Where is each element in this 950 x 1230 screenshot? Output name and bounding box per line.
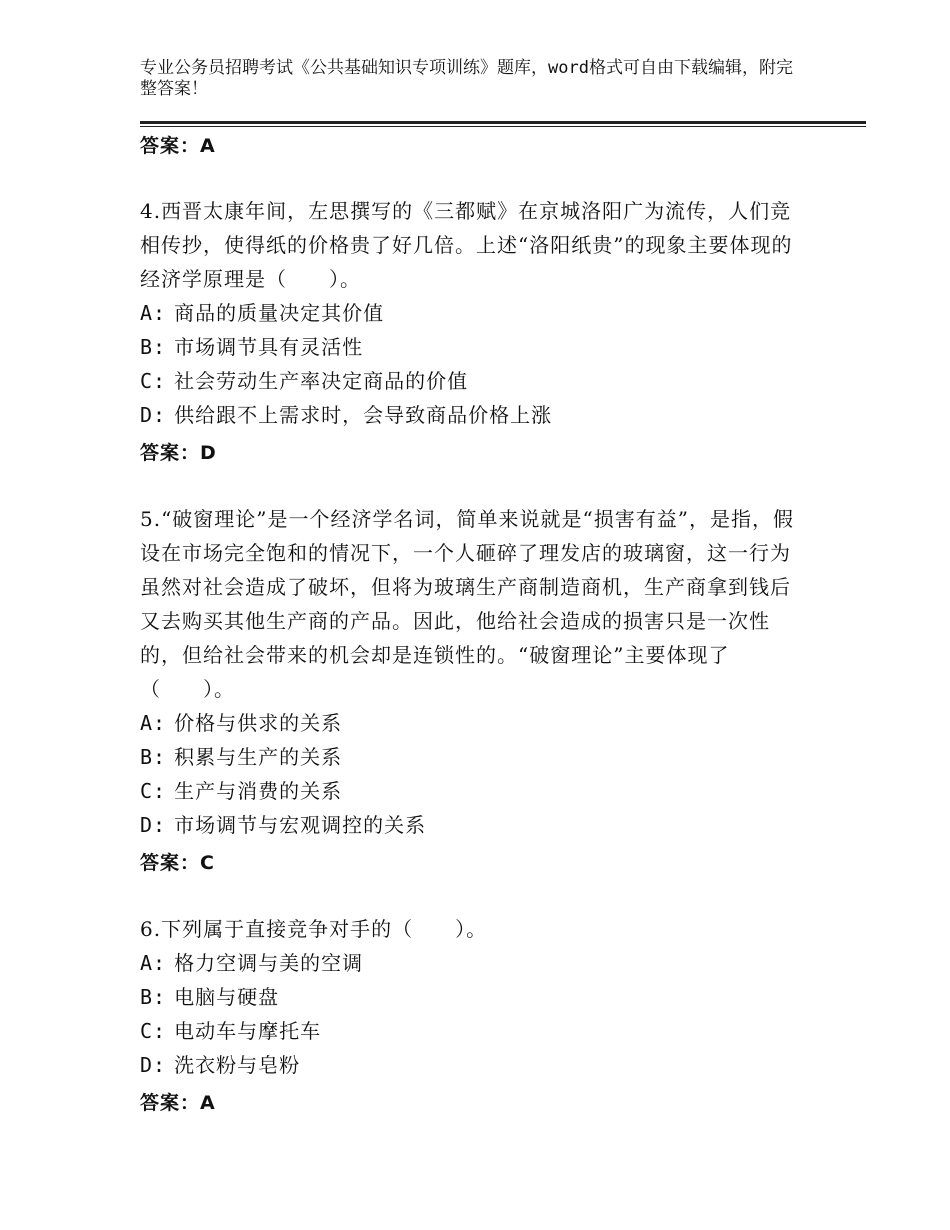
option-letter: A:	[140, 301, 167, 325]
option-a	[140, 706, 800, 740]
option-a	[140, 946, 800, 980]
option-d	[140, 398, 800, 432]
answer-6: 答案：A	[140, 1092, 216, 1114]
option-letter: C:	[140, 779, 167, 803]
question-stem: 4.西晋太康年间，左思撰写的《三都赋》在京城洛阳广为流传，人们竞相传抄，使得纸的价格贵了好几倍。上述“洛阳纸贵”的现象主要体现的经济学原理是（ ）。	[140, 199, 793, 291]
answer-previous: 答案：A	[140, 135, 216, 157]
option-letter: B:	[140, 335, 167, 359]
option-text: 市场调节与宏观调控的关系	[174, 813, 427, 837]
option-text: 积累与生产的关系	[174, 745, 343, 769]
answer-5: 答案：C	[140, 852, 215, 874]
option-text: 格力空调与美的空调	[174, 951, 364, 975]
header-divider-thick	[140, 121, 866, 124]
option-d	[140, 1048, 800, 1082]
option-b	[140, 330, 800, 364]
option-letter: C:	[140, 1019, 167, 1043]
option-d	[140, 808, 800, 842]
option-c	[140, 774, 800, 808]
option-letter: C:	[140, 369, 167, 393]
option-letter: A:	[140, 711, 167, 735]
question-6	[140, 912, 800, 1082]
question-stem: 5.“破窗理论”是一个经济学名词，简单来说就是“损害有益”，是指，假设在市场完全饱和的情况下，一个人砸碎了理发店的玻璃窗，这一行为虽然对社会造成了破坏，但将为玻璃生产商制造商机，生产商拿到钱后又去购买其他生产商的产品。因此，他给社会造成的损害只是一次性的，但给社会带来的机会却是连锁性的。“破窗理论”主要体现了（ ）。	[140, 507, 794, 701]
option-text: 价格与供求的关系	[174, 711, 343, 735]
option-letter: D:	[140, 813, 167, 837]
option-b	[140, 980, 800, 1014]
answer-4: 答案：D	[140, 442, 217, 464]
question-4	[140, 194, 800, 432]
question-stem: 6.下列属于直接竞争对手的（ ）。	[140, 917, 488, 941]
option-letter: A:	[140, 951, 167, 975]
option-c	[140, 1014, 800, 1048]
option-text: 商品的质量决定其价值	[174, 301, 385, 325]
option-a	[140, 296, 800, 330]
option-text: 洗衣粉与皂粉	[174, 1053, 301, 1077]
header-divider-thin	[140, 126, 866, 127]
option-b	[140, 740, 800, 774]
document-header: 专业公务员招聘考试《公共基础知识专项训练》题库，word格式可自由下载编辑，附完整答案！	[140, 58, 793, 99]
option-letter: B:	[140, 985, 167, 1009]
option-letter: B:	[140, 745, 167, 769]
option-text: 市场调节具有灵活性	[174, 335, 364, 359]
option-text: 社会劳动生产率决定商品的价值	[174, 369, 469, 393]
option-letter: D:	[140, 403, 167, 427]
option-text: 电动车与摩托车	[174, 1019, 322, 1043]
option-text: 供给跟不上需求时，会导致商品价格上涨	[174, 403, 553, 427]
question-5	[140, 502, 800, 842]
option-text: 电脑与硬盘	[174, 985, 280, 1009]
option-letter: D:	[140, 1053, 167, 1077]
option-text: 生产与消费的关系	[174, 779, 343, 803]
option-c	[140, 364, 800, 398]
